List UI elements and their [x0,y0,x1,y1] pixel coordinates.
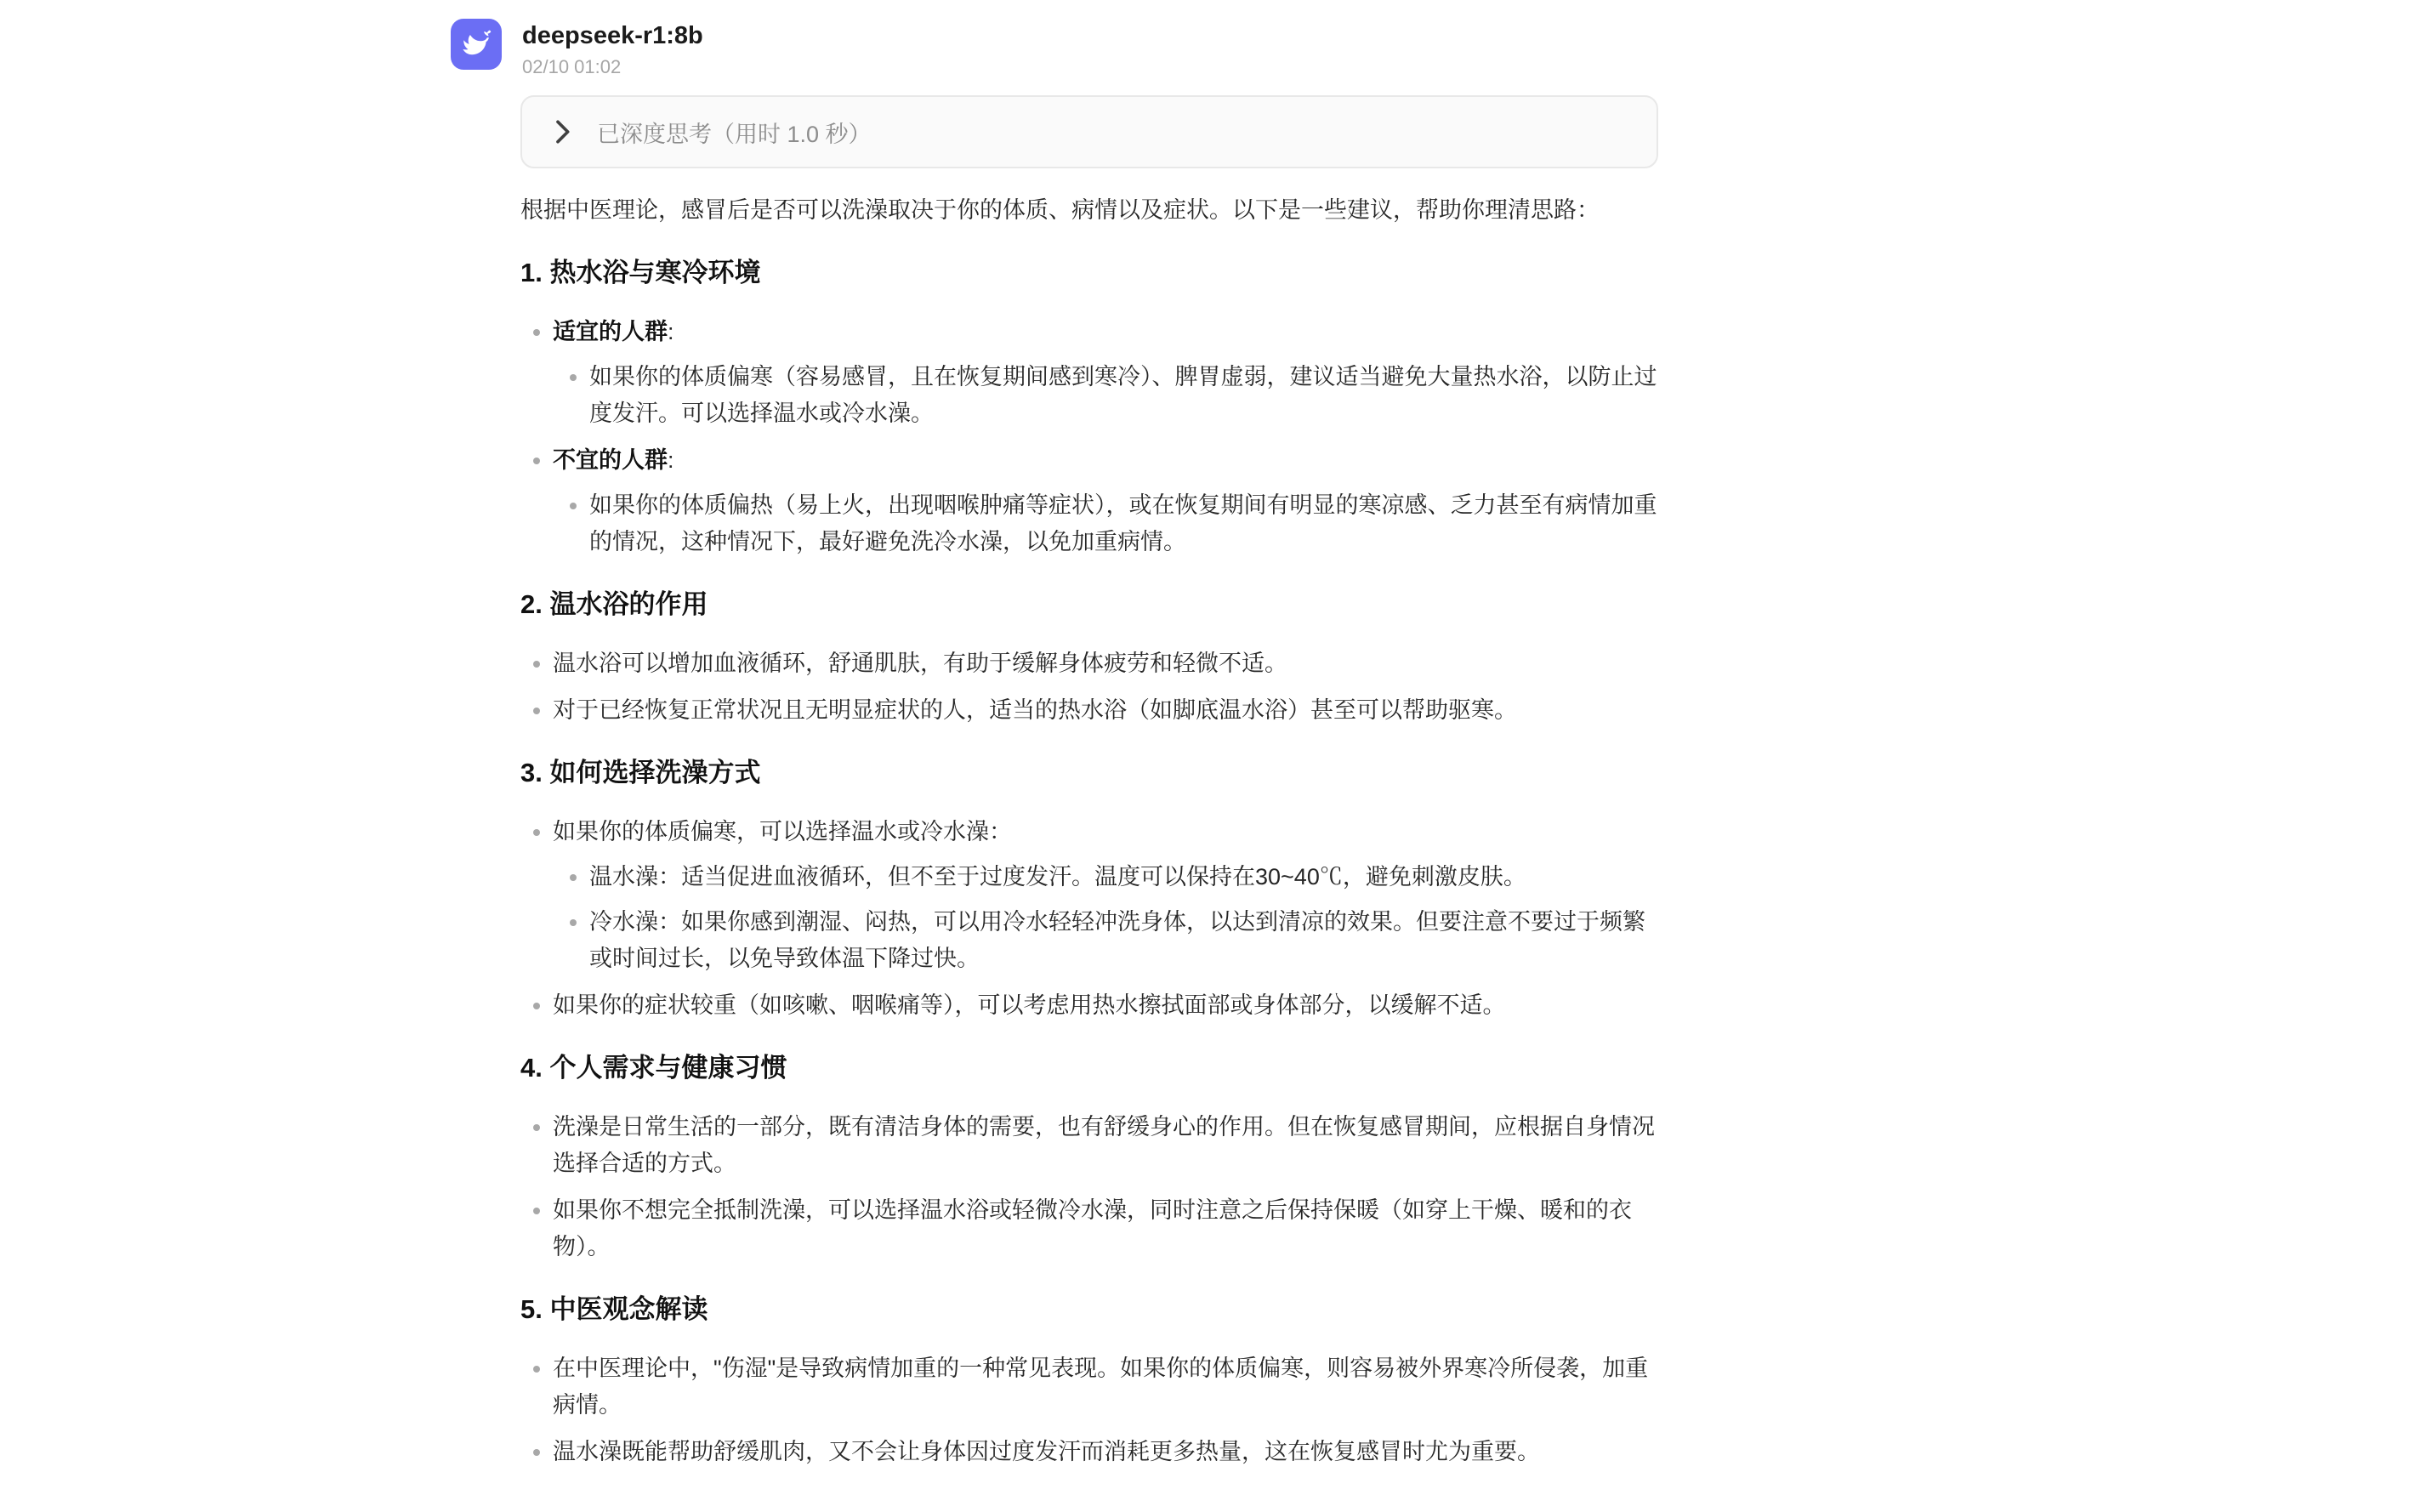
list-item-text: 如果你的体质偏热（易上火，出现咽喉肿痛等症状），或在恢复期间有明显的寒凉感、乏力甚至有病情加重的情况，这种情况下，最好避免洗冷水澡，以免加重病情。 [589,492,1657,554]
list-item-text: 在中医理论中，"伤湿"是导致病情加重的一种常见表现。如果你的体质偏寒，则容易被外界寒冷所侵袭，加重病情。 [553,1356,1649,1418]
message-content [520,192,1663,1470]
list-item [520,1434,1663,1470]
deepseek-whale-icon [459,27,493,61]
list-item-text: 洗澡是日常生活的一部分，既有清洁身体的需要，也有舒缓身心的作用。但在恢复感冒期间，应根据自身情况选择合适的方式。 [553,1114,1655,1176]
list-item [520,645,1663,682]
list-item-text: 冷水澡：如果你感到潮湿、闷热，可以用冷水轻轻冲洗身体，以达到清凉的效果。但要注意不要过于频繁或时间过长，以免导致体温下降过快。 [589,909,1645,971]
list-item [520,1192,1663,1265]
list-item [553,904,1663,977]
list-item [520,987,1663,1024]
list-item-bold-label: 不宜的人群 [553,447,668,473]
chevron-right-icon [553,119,571,145]
list-item-text: 如果你的症状较重（如咳嗽、咽喉痛等），可以考虑用热水擦拭面部或身体部分，以缓解不适。 [553,992,1506,1018]
list-item-text: 如果你不想完全抵制洗澡，可以选择温水浴或轻微冷水澡，同时注意之后保持保暖（如穿上干燥、暖和的衣物）。 [553,1197,1632,1259]
list-item-text: 如果你的体质偏寒（容易感冒，且在恢复期间感到寒冷）、脾胃虚弱，建议适当避免大量热水浴，以防止过度发汗。可以选择温水或冷水澡。 [589,364,1657,426]
list-item [520,814,1663,977]
list-item [553,359,1663,432]
list-item-text: 对于已经恢复正常状况且无明显症状的人，适当的热水浴（如脚底温水浴）甚至可以帮助驱寒。 [553,697,1517,723]
intro-paragraph: 根据中医理论，感冒后是否可以洗澡取决于你的体质、病情以及症状。以下是一些建议，帮助你理清思路： [520,197,1600,223]
message-timestamp: 02/10 01:02 [522,56,622,77]
bullet-list [520,814,1663,1024]
nested-bullet-list [553,359,1663,432]
bullet-list [520,1109,1663,1265]
list-item [553,859,1663,895]
section-heading-5: 5. 中医观念解读 [520,1294,708,1324]
nested-bullet-list [553,487,1663,560]
list-item [553,487,1663,560]
section-heading-3: 3. 如何选择洗澡方式 [520,758,761,787]
list-item [520,1350,1663,1424]
model-name: deepseek-r1:8b [522,22,703,49]
list-item-colon: : [668,319,674,344]
section-heading-2: 2. 温水浴的作用 [520,589,708,619]
list-item-colon: : [668,447,674,473]
list-item-text: 如果你的体质偏寒，可以选择温水或冷水澡： [553,819,1012,844]
thinking-label: 已深度思考（用时 1.0 秒） [597,121,872,147]
list-item [520,692,1663,729]
list-item [520,314,1663,432]
bullet-list [520,645,1663,729]
bullet-list [520,314,1663,560]
section-heading-4: 4. 个人需求与健康习惯 [520,1053,787,1083]
list-item [520,1109,1663,1182]
section-heading-1: 1. 热水浴与寒冷环境 [520,258,761,287]
header-text [522,20,703,78]
thinking-toggle[interactable] [520,95,1658,168]
nested-bullet-list [553,859,1663,977]
list-item-text: 温水澡：适当促进血液循环，但不至于过度发汗。温度可以保持在30~40℃，避免刺激皮肤。 [589,864,1526,890]
list-item [520,442,1663,560]
message-header [451,19,1667,78]
list-item-text: 温水澡既能帮助舒缓肌肉，又不会让身体因过度发汗而消耗更多热量，这在恢复感冒时尤为重要。 [553,1439,1540,1464]
list-item-text: 温水浴可以增加血液循环，舒通肌肤，有助于缓解身体疲劳和轻微不适。 [553,651,1287,676]
list-item-bold-label: 适宜的人群 [553,319,668,344]
bullet-list [520,1350,1663,1470]
assistant-message [451,19,1667,1481]
model-avatar [451,19,502,70]
